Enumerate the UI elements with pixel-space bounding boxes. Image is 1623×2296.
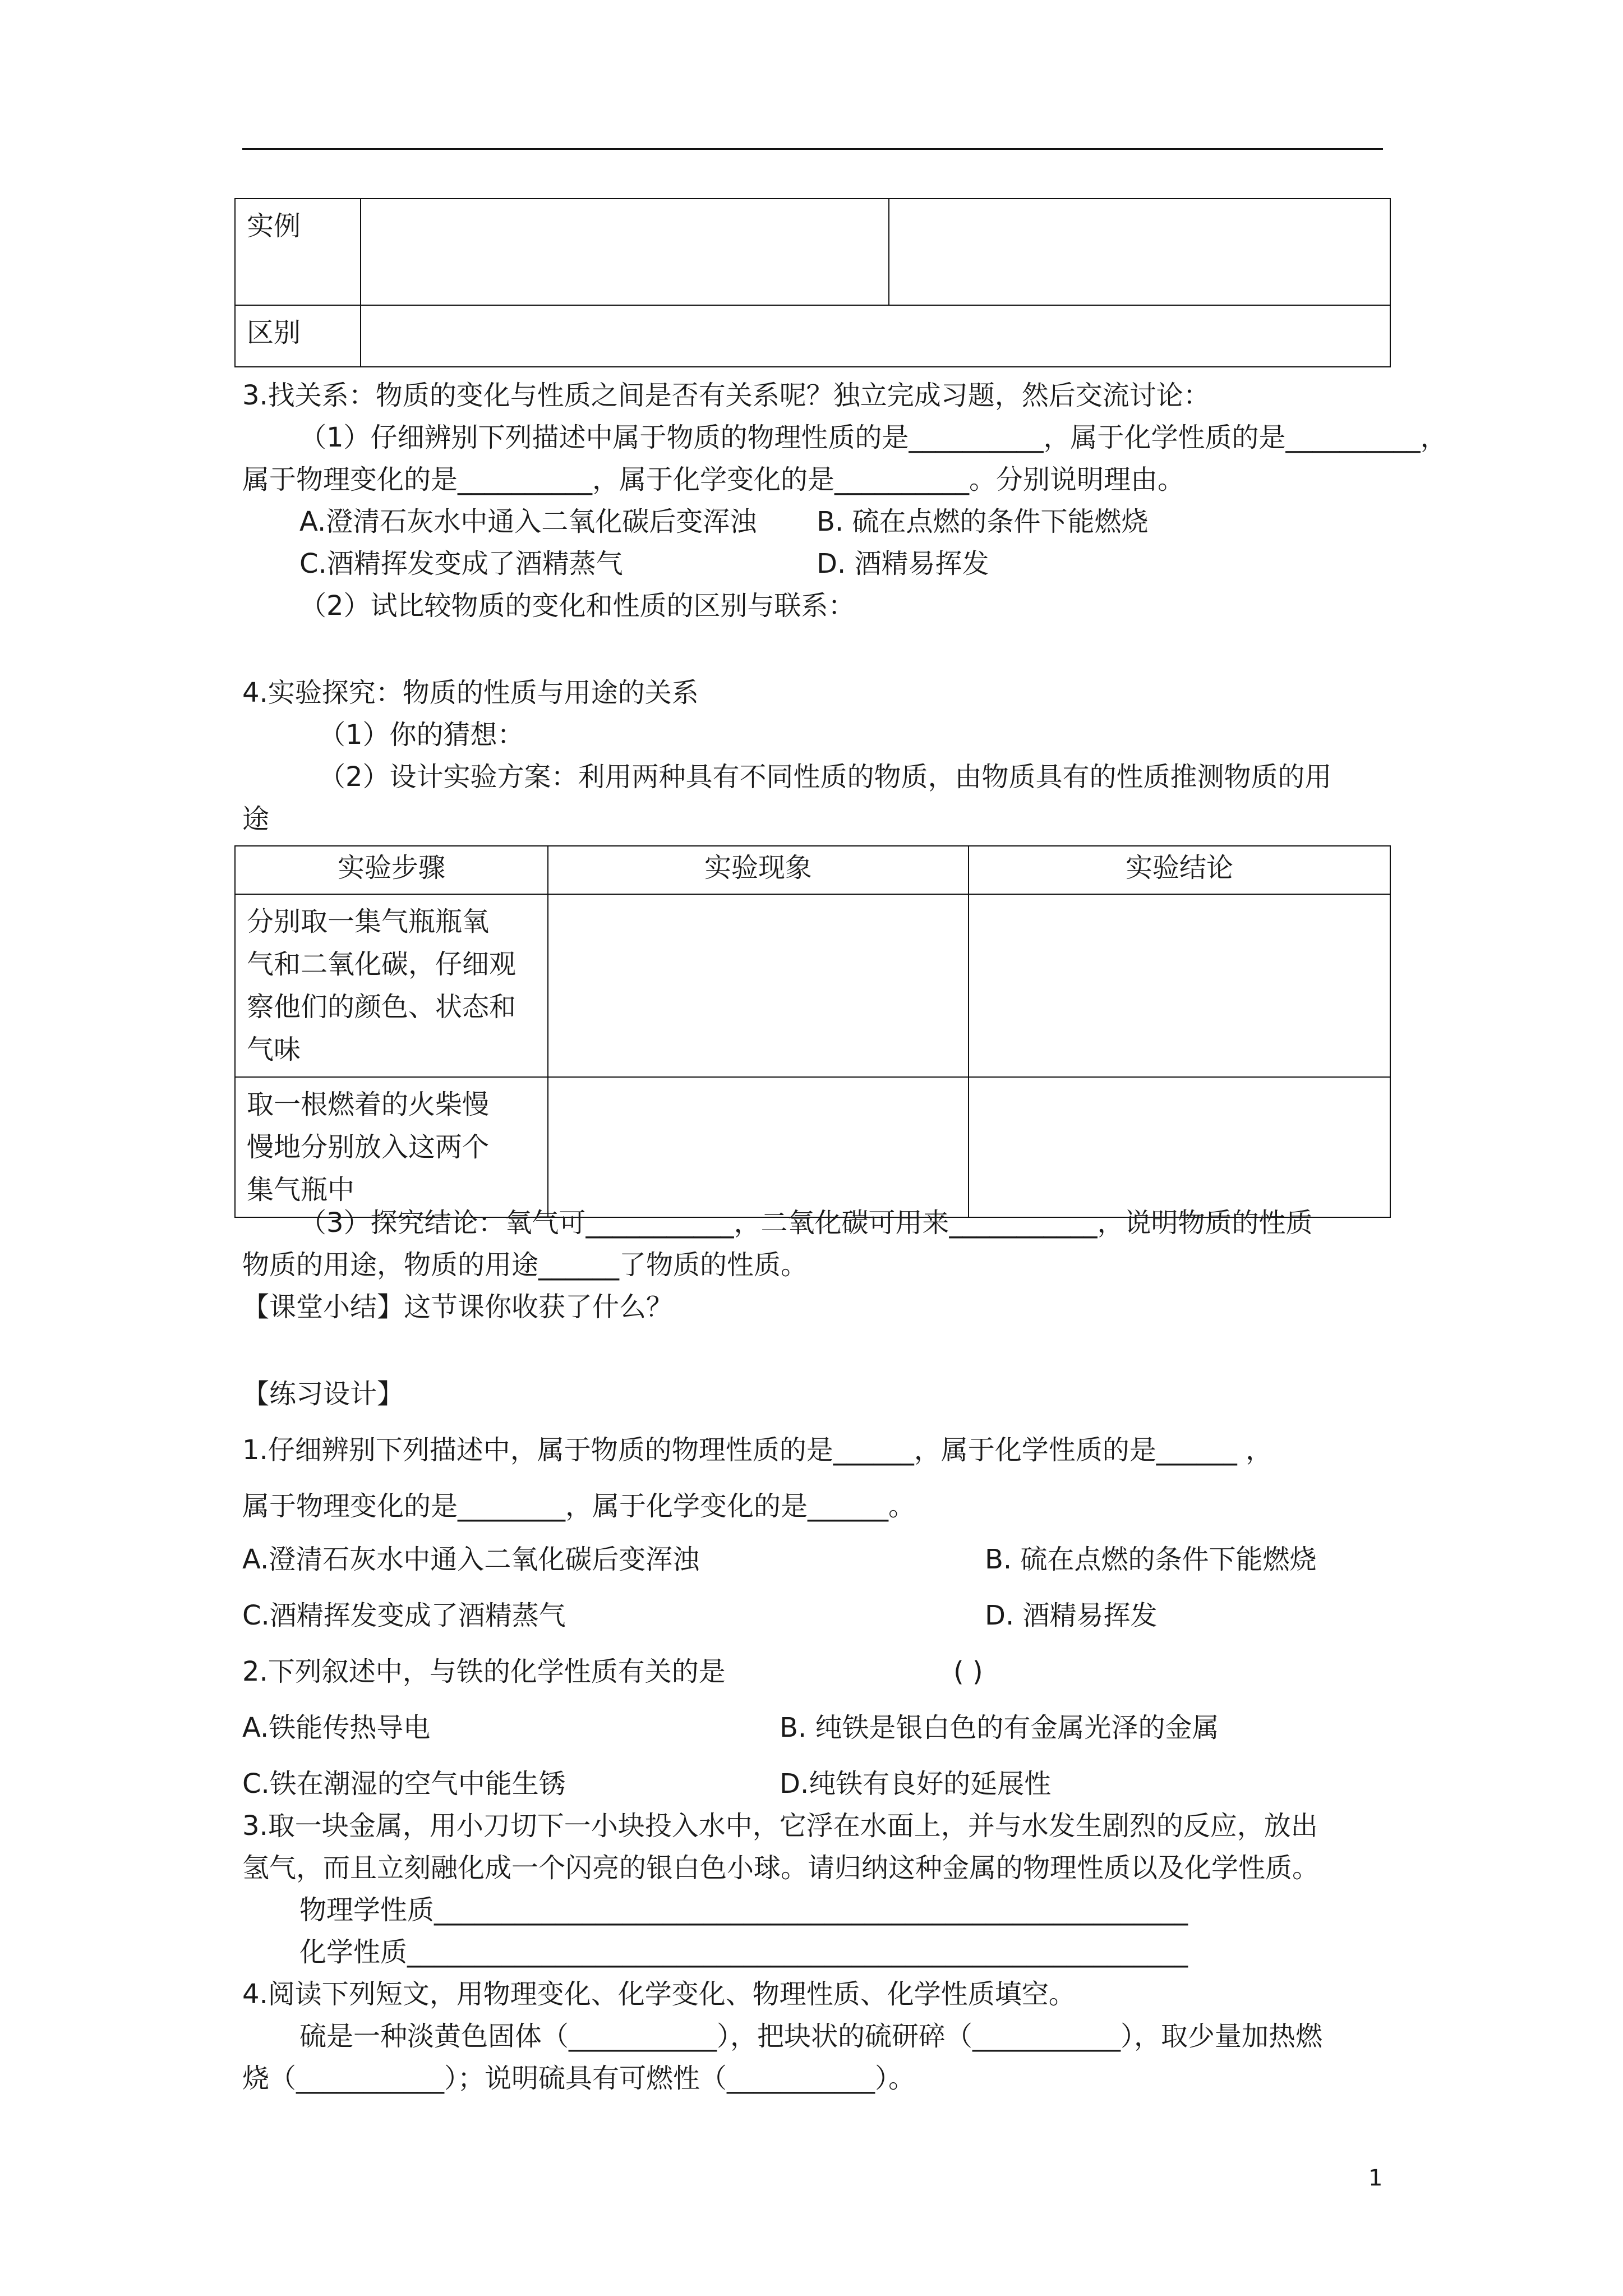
q3-option-d: D. 酒精易挥发 xyxy=(817,548,989,579)
practice-q2-option-d: D.纯铁有良好的延展性 xyxy=(780,1768,1052,1800)
practice-q1-line2: 属于物理变化的是________，属于化学变化的是______。 xyxy=(242,1490,916,1522)
step-1-line: 察他们的颜色、状态和 xyxy=(247,991,517,1023)
header-step: 实验步骤 xyxy=(235,846,548,894)
practice-q3-physical: 物理学性质________________________________________________________ xyxy=(299,1894,1188,1926)
q4-title: 4.实验探究：物质的性质与用途的关系 xyxy=(242,677,699,708)
class-summary: 【课堂小结】这节课你收获了什么？ xyxy=(242,1291,674,1323)
example-cell-2[interactable] xyxy=(889,199,1390,305)
phenomenon-2-cell[interactable] xyxy=(548,1077,969,1217)
header-rule xyxy=(242,148,1383,150)
practice-q3-line2: 氢气，而且立刻融化成一个闪亮的银白色小球。请归纳这种金属的物理性质以及化学性质。 xyxy=(242,1852,1320,1884)
difference-cell[interactable] xyxy=(361,305,1390,367)
q4-p1: （1）你的猜想： xyxy=(319,719,524,751)
conclusion-1-cell[interactable] xyxy=(969,894,1390,1077)
example-cell-1[interactable] xyxy=(361,199,889,305)
conclusion-2-cell[interactable] xyxy=(969,1077,1390,1217)
q3-option-a: A.澄清石灰水中通入二氧化碳后变浑浊 xyxy=(299,506,757,537)
practice-q2-option-a: A.铁能传热导电 xyxy=(242,1712,431,1743)
q3-p2: （2）试比较物质的变化和性质的区别与联系： xyxy=(299,590,855,622)
page-number: 1 xyxy=(1368,2165,1383,2191)
practice-q2-option-c: C.铁在潮湿的空气中能生锈 xyxy=(242,1768,566,1800)
q3-option-b: B. 硫在点燃的条件下能燃烧 xyxy=(817,506,1149,537)
step-1-line: 分别取一集气瓶瓶氧 xyxy=(247,906,490,937)
row-label-difference: 区别 xyxy=(235,305,361,367)
practice-q2: 2.下列叙述中，与铁的化学性质有关的是 xyxy=(242,1656,726,1687)
q4-p2-line1: （2）设计实验方案：利用两种具有不同性质的物质，由物质具有的性质推测物质的用 xyxy=(319,761,1332,793)
practice-q2-answer-paren[interactable]: ( ) xyxy=(953,1656,983,1687)
practice-q4-line2: 烧（___________）；说明硫具有可燃性（___________）。 xyxy=(242,2063,916,2094)
q4-p3-line1: （3）探究结论：氧气可___________，二氧化碳可用来___________，说明物质的性质 xyxy=(299,1207,1313,1239)
step-1-line: 气和二氧化碳，仔细观 xyxy=(247,949,517,980)
q3-title: 3.找关系：物质的变化与性质之间是否有关系呢？独立完成习题，然后交流讨论： xyxy=(242,380,1210,411)
q3-option-c: C.酒精挥发变成了酒精蒸气 xyxy=(299,548,623,579)
step-1-line: 气味 xyxy=(247,1034,301,1065)
practice-title: 【练习设计】 xyxy=(242,1378,404,1410)
step-2-line: 集气瓶中 xyxy=(247,1174,355,1205)
row-label-example: 实例 xyxy=(235,199,361,305)
experiment-table xyxy=(234,845,1391,1218)
practice-q1-option-a: A.澄清石灰水中通入二氧化碳后变浑浊 xyxy=(242,1544,700,1575)
practice-q2-option-b: B. 纯铁是银白色的有金属光泽的金属 xyxy=(780,1712,1219,1743)
phenomenon-1-cell[interactable] xyxy=(548,894,969,1077)
step-1 xyxy=(235,894,548,1077)
practice-q1-option-c: C.酒精挥发变成了酒精蒸气 xyxy=(242,1600,566,1631)
practice-q1-line1: 1.仔细辨别下列描述中，属于物质的物理性质的是______，属于化学性质的是______ ， xyxy=(242,1434,1273,1466)
practice-q3-line1: 3.取一块金属，用小刀切下一小块投入水中，它浮在水面上，并与水发生剧烈的反应，放出 xyxy=(242,1810,1318,1842)
step-2 xyxy=(235,1077,548,1217)
practice-q3-chemical: 化学性质__________________________________________________________ xyxy=(299,1936,1188,1968)
practice-q1-option-d: D. 酒精易挥发 xyxy=(985,1600,1158,1631)
q4-p3-line2: 物质的用途，物质的用途______了物质的性质。 xyxy=(242,1249,808,1281)
q3-p1-line1: （1）仔细辨别下列描述中属于物质的物理性质的是__________，属于化学性质的是__________， xyxy=(299,422,1447,453)
q4-p2-line2: 途 xyxy=(242,803,270,835)
practice-q4: 4.阅读下列短文，用物理变化、化学变化、物理性质、化学性质填空。 xyxy=(242,1978,1076,2010)
practice-q1-option-b: B. 硫在点燃的条件下能燃烧 xyxy=(985,1544,1317,1575)
header-phenomenon: 实验现象 xyxy=(548,846,969,894)
practice-q4-line1: 硫是一种淡黄色固体（___________），把块状的硫研碎（___________），取少量加热燃 xyxy=(299,2021,1323,2052)
header-conclusion: 实验结论 xyxy=(969,846,1390,894)
step-2-line: 慢地分别放入这两个 xyxy=(247,1131,490,1163)
step-2-line: 取一根燃着的火柴慢 xyxy=(247,1089,490,1120)
q3-p1-line2: 属于物理变化的是__________，属于化学变化的是__________。分别说明理由。 xyxy=(242,464,1185,495)
compare-table xyxy=(234,198,1391,367)
